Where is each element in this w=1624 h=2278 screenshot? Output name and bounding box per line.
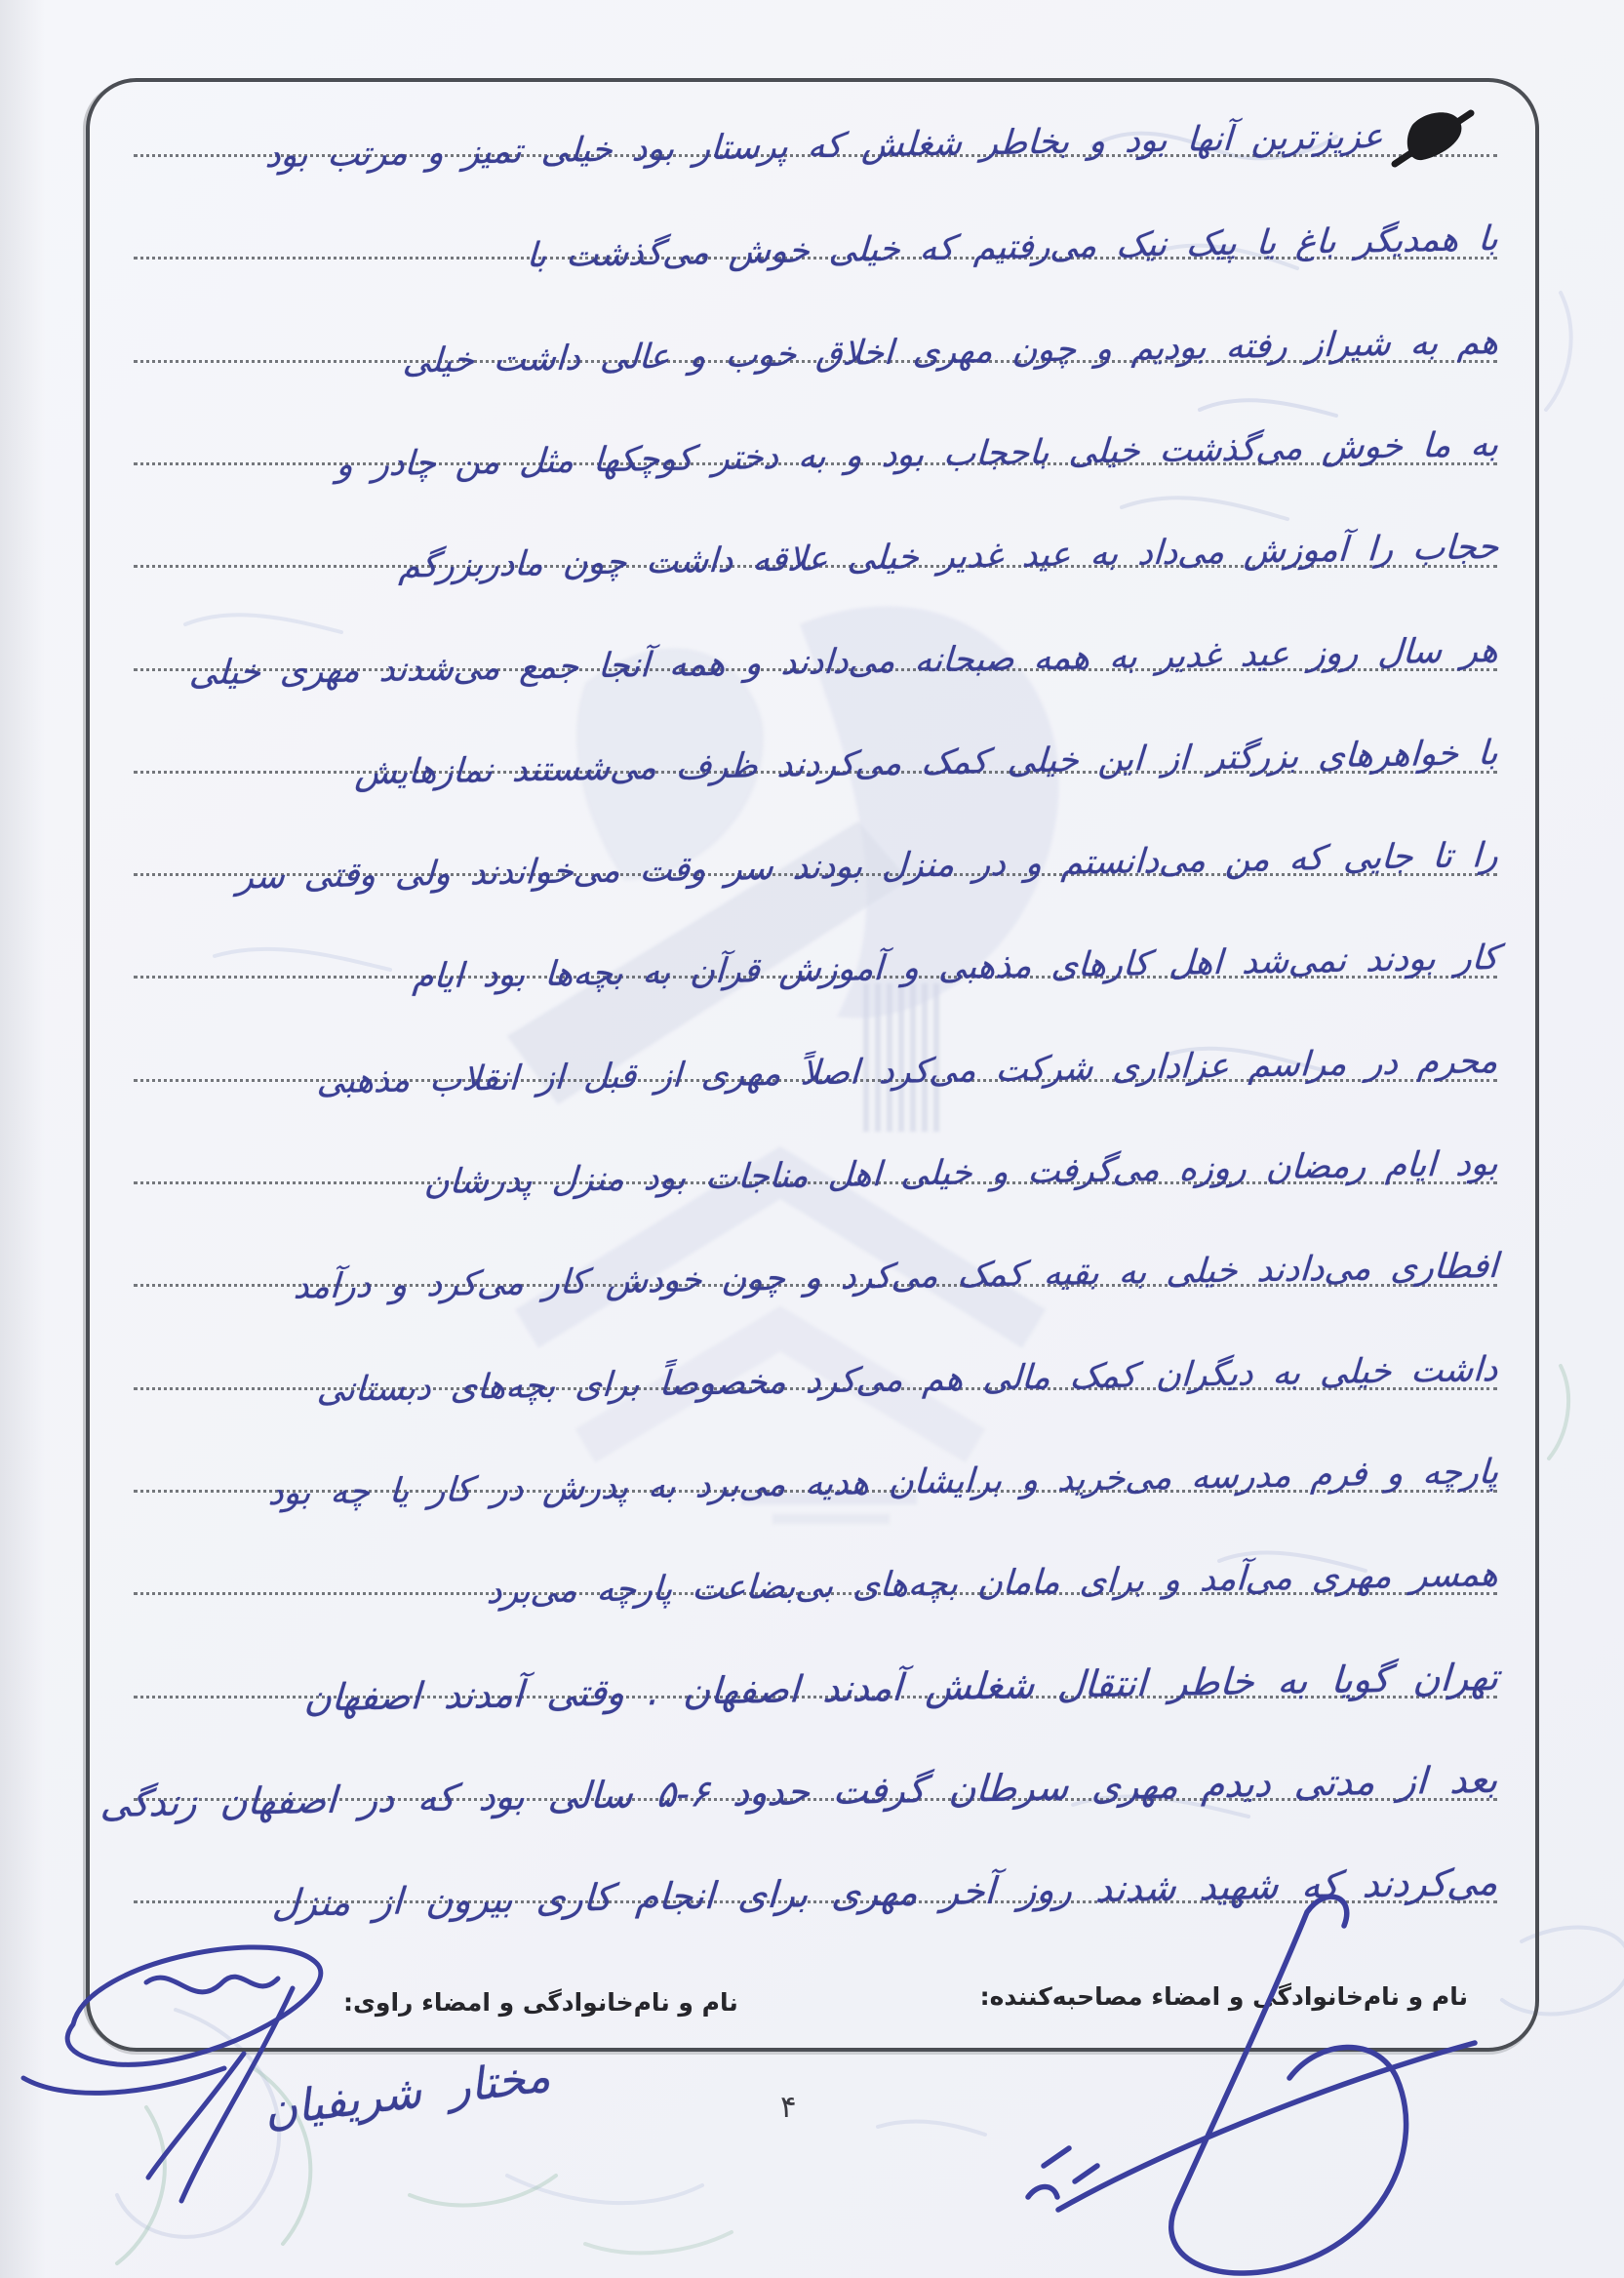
handwriting-text: هر سال روز عید غدیر به همه صبحانه می‌دادند و همه آنجا جمع می‌شدند مهری خیلی xyxy=(187,630,1499,694)
handwriting-text: محرم در مراسم عزاداری شرکت می‌کرد اصلاً مهری از قبل از انقلاب مذهبی xyxy=(316,1041,1499,1102)
handwriting-text: حجاب را آموزش می‌داد به عید غدیر خیلی علاقه داشت چون مادربزرگم xyxy=(397,527,1499,586)
handwriting-text: داشت خیلی به دیگران کمک مالی هم می‌کرد مخصوصاً برای بچه‌های دبستانی xyxy=(316,1349,1499,1411)
interviewer-signature xyxy=(1028,1897,1475,2273)
interviewer-name-signature-label: نام و نام‌خانوادگی و امضاء مصاحبه‌کننده: xyxy=(979,1982,1468,2011)
handwriting-text: بعد از مدتی دیدم مهری سرطان گرفت حدود ۶-۵ سالی بود که در اصفهان زندگی xyxy=(99,1757,1500,1826)
handwriting-text: تهران گویا به خاطر انتقال شغلش آمدند اصفهان . وقتی آمدند اصفهان xyxy=(302,1655,1500,1720)
handwriting-text: می‌کردند که شهید شدند روز آخر مهری برای انجام کاری بیرون از منزل xyxy=(271,1859,1500,1925)
handwriting-text: با خواهرهای بزرگتر از این خیلی کمک می‌کردند ظرف می‌شستند نمازهایش xyxy=(354,733,1499,793)
handwriting-text: پارچه و فرم مدرسه می‌خرید و برایشان هدیه می‌برد به پدرش در کار یا چه بود xyxy=(266,1452,1499,1514)
handwriting-text: با همدیگر باغ یا پیک نیک می‌رفتیم که خیلی خوش می‌گذشت با xyxy=(526,219,1499,276)
narrator-handwritten-name: مختار شریفیان xyxy=(260,2049,553,2137)
handwriting-text: را تا جایی که من می‌دانستم و در منزل بودند سر وقت می‌خواندند ولی وقتی سر xyxy=(236,835,1499,898)
handwriting-text: هم به شیراز رفته بودیم و چون مهری اخلاق خوب و عالی داشت خیلی xyxy=(401,322,1499,381)
handwriting-text: افطاری می‌دادند خیلی به بقیه کمک می‌کرد و چون خودش کار می‌کرد و درآمد xyxy=(293,1246,1499,1307)
handwriting-text: بود ایام رمضان روزه می‌گرفت و خیلی اهل مناجات بود منزل پدرشان xyxy=(423,1143,1499,1203)
narrator-name-signature-label: نام و نام‌خانوادگی و امضاء راوی: xyxy=(343,1988,738,2017)
handwriting-text: همسر مهری می‌آمد و برای مامان بچه‌های بی‌بضاعت پارچه می‌برد xyxy=(485,1554,1499,1613)
handwriting-text: به ما خوش می‌گذشت خیلی باحجاب بود و به دختر کوچکها مثل من چادر و xyxy=(335,424,1499,485)
page-number: ۴ xyxy=(780,2090,797,2125)
handwriting-text: کار بودند نمی‌شد اهل کارهای مذهبی و آموزش قرآن به بچه‌ها بود ایام xyxy=(411,938,1499,997)
handwriting-text: عزیزترین آنها بود و بخاطر شغلش که پرستار بود خیلی تمیز و مرتب بود xyxy=(263,116,1384,177)
narrator-signature xyxy=(23,1947,321,2201)
